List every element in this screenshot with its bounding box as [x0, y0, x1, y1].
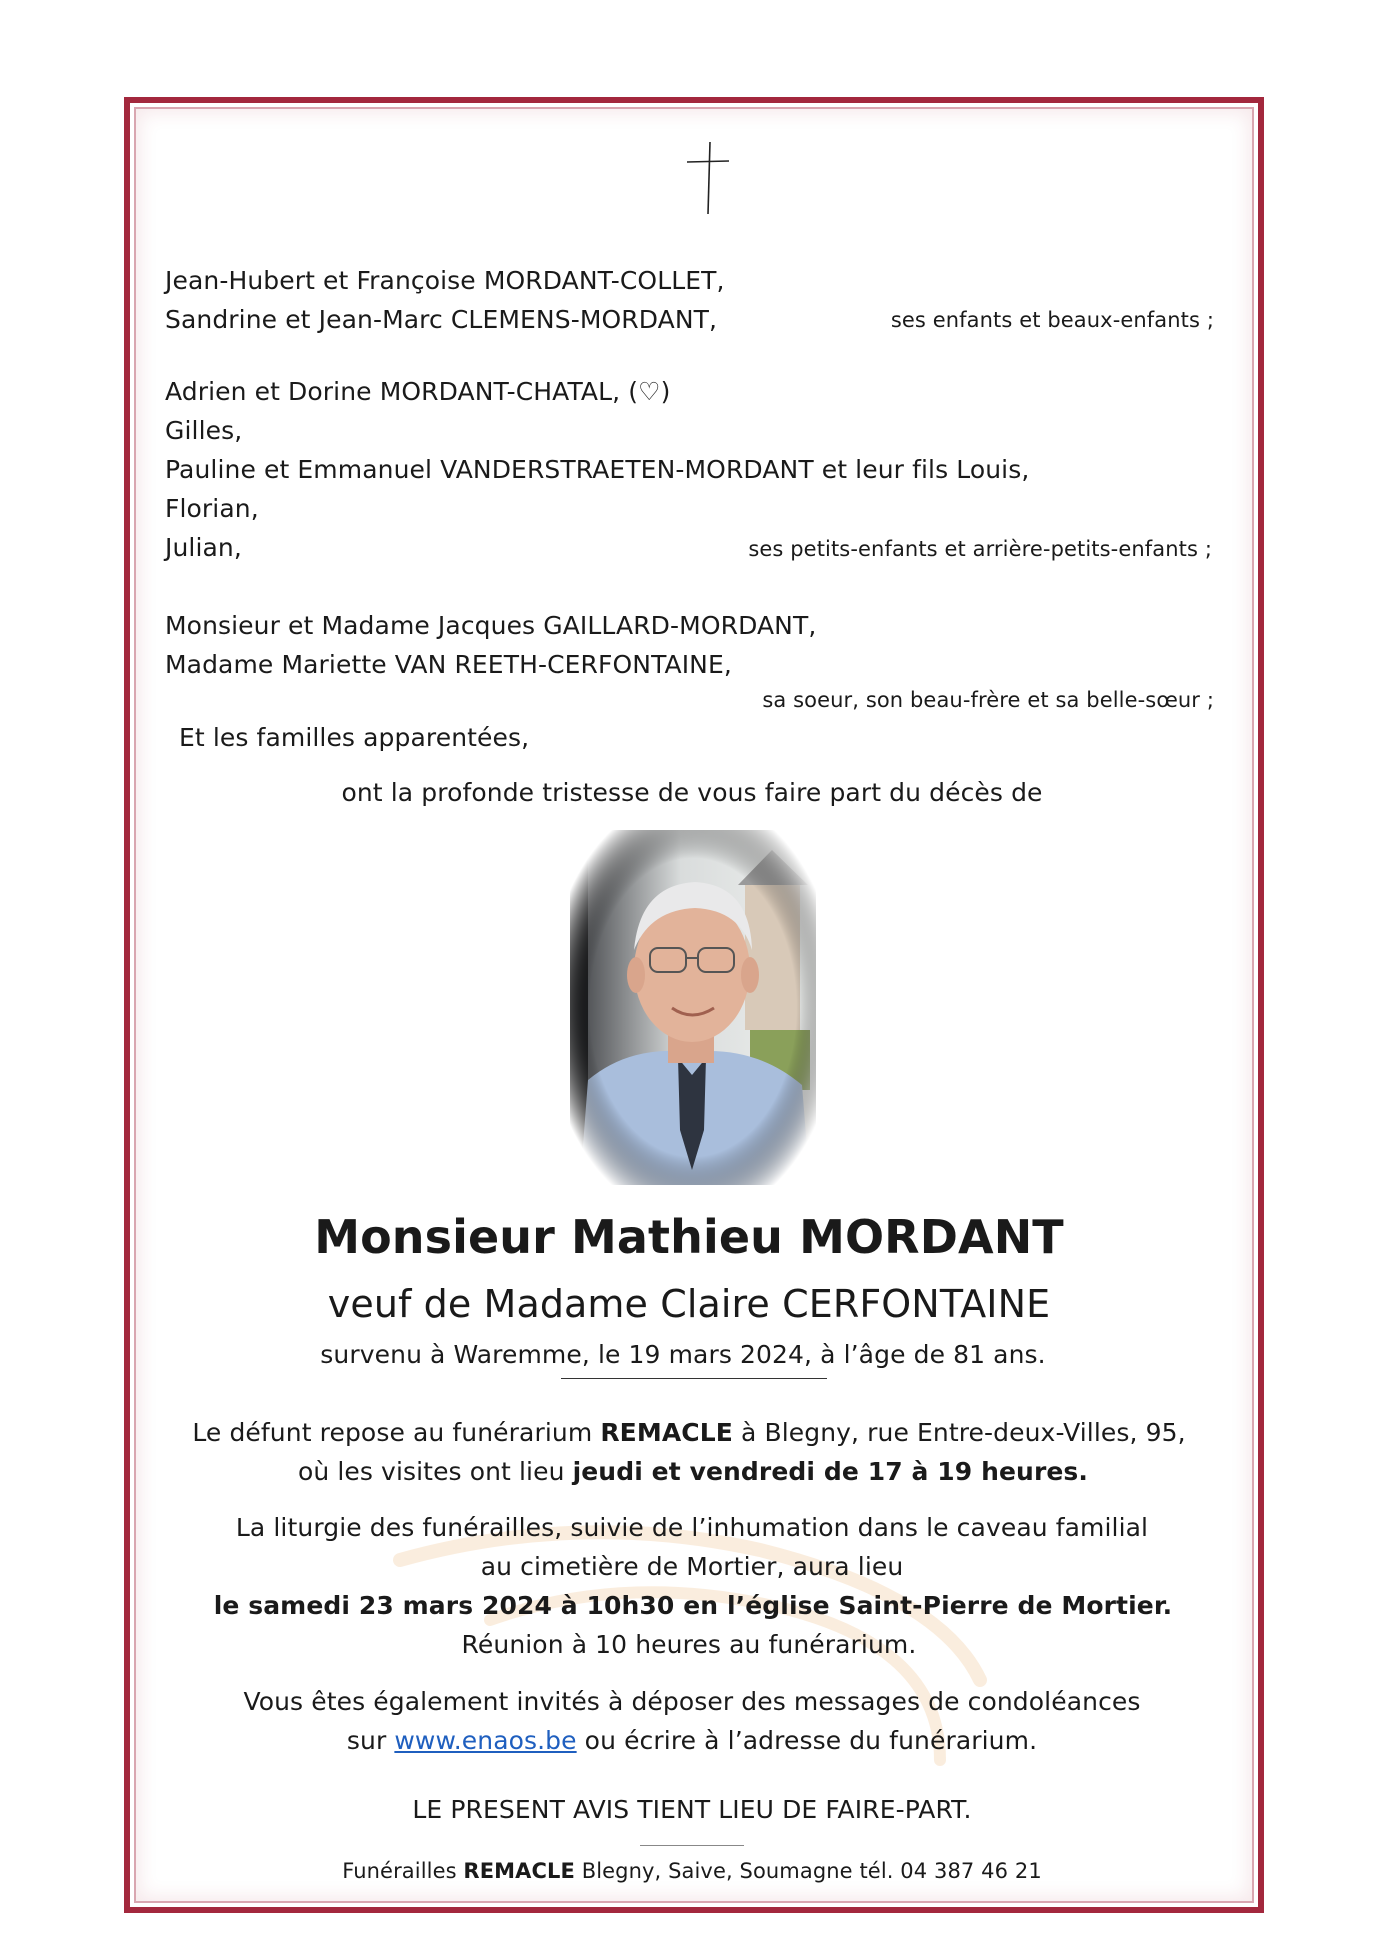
condolences-line-2: sur www.enaos.be ou écrire à l’adresse du funérarium.	[346, 1726, 1038, 1755]
family-line-4: Gilles,	[165, 416, 243, 445]
family-role-1: ses enfants et beaux-enfants ;	[890, 308, 1214, 332]
funeral-line-2: au cimetière de Mortier, aura lieu	[480, 1552, 904, 1581]
funeral-line-1: La liturgie des funérailles, suivie de l’inhumation dans le caveau familial	[235, 1513, 1149, 1542]
family-line-3: Adrien et Dorine MORDANT-CHATAL, (♡)	[165, 377, 671, 406]
family-line-2: Sandrine et Jean-Marc CLEMENS-MORDANT,	[165, 305, 718, 334]
family-line-9: Madame Mariette VAN REETH-CERFONTAINE,	[165, 650, 732, 679]
website-link[interactable]: www.enaos.be	[394, 1726, 577, 1755]
visitation-line-2: où les visites ont lieu jeudi et vendredi de 17 à 19 heures.	[297, 1457, 1089, 1486]
funeral-line-4: Réunion à 10 heures au funérarium.	[461, 1630, 917, 1659]
visitation-line-1: Le défunt repose au funérarium REMACLE à Blegny, rue Entre-deux-Villes, 95,	[192, 1418, 1186, 1447]
family-line-7: Julian,	[165, 533, 242, 562]
announcement: ont la profonde tristesse de vous faire part du décès de	[341, 778, 1043, 807]
family-line-8: Monsieur et Madame Jacques GAILLARD-MORDANT,	[165, 611, 817, 640]
notice: LE PRESENT AVIS TIENT LIEU DE FAIRE-PART.	[412, 1795, 972, 1824]
cross-icon	[683, 140, 731, 216]
deceased-death-info: survenu à Waremme, le 19 mars 2024, à l’âge de 81 ans.	[320, 1340, 1046, 1369]
deceased-name: Monsieur Mathieu MORDANT	[314, 1210, 1064, 1264]
condolences-line-1: Vous êtes également invités à déposer des messages de condoléances	[243, 1687, 1141, 1716]
footer: Funérailles REMACLE Blegny, Saive, Soumagne tél. 04 387 46 21	[342, 1859, 1042, 1883]
family-role-3: sa soeur, son beau-frère et sa belle-sœur ;	[762, 688, 1214, 712]
family-line-10: Et les familles apparentées,	[179, 723, 530, 752]
family-role-2: ses petits-enfants et arrière-petits-enfants ;	[748, 537, 1212, 561]
footer-divider	[640, 1845, 744, 1846]
portrait-photo	[570, 830, 816, 1185]
family-line-6: Florian,	[165, 494, 259, 523]
divider	[561, 1378, 827, 1379]
family-line-5: Pauline et Emmanuel VANDERSTRAETEN-MORDANT et leur fils Louis,	[165, 455, 1030, 484]
funeral-line-3: le samedi 23 mars 2024 à 10h30 en l’église Saint-Pierre de Mortier.	[213, 1591, 1173, 1620]
deceased-widow-of: veuf de Madame Claire CERFONTAINE	[327, 1282, 1051, 1326]
family-line-1: Jean-Hubert et Françoise MORDANT-COLLET,	[165, 266, 725, 295]
